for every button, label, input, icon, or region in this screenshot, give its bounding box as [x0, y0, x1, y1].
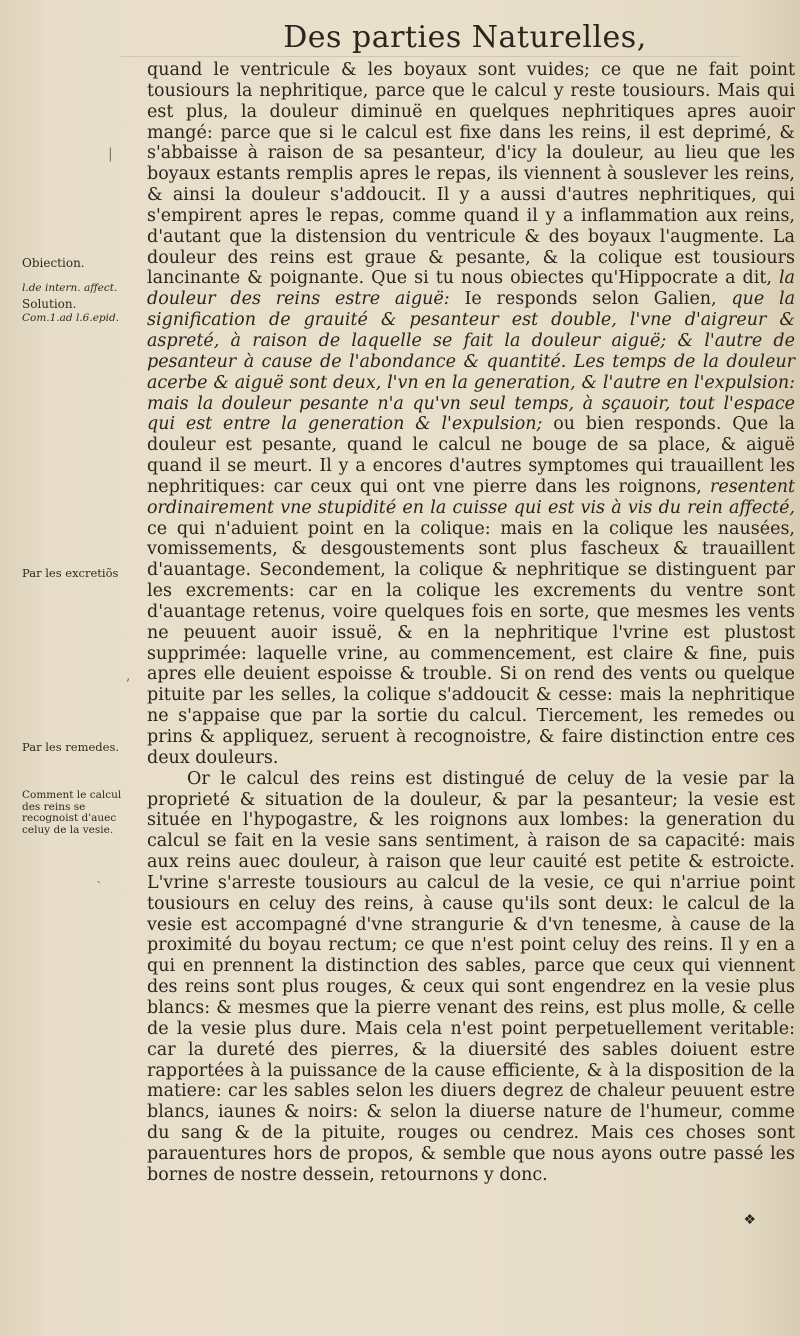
text-run: Ie responds selon Galien,	[464, 289, 717, 310]
margin-note-ref2: Com.1.ad l.6.epid.	[22, 312, 120, 324]
quote-galien: que la signification de grauité & pesanteur est double, l'vne d'aigreur & aspreté, à raison de laquelle se fait la douleur aiguë; & l'autre de pesanteur à cause de l'abondance & quantité. Les temps de la douleur acerbe & aiguë sont deux, l'vn en la generation, & l'autre en l'expulsion: mais la douleur pesante n'a qu'vn seul temps, à sçauoir, tout l'espace qui est entre la generation & l'expulsion;	[147, 289, 796, 435]
quote-hippocrates: la douleur des reins estre aiguë:	[147, 268, 795, 310]
margin-note-ref1: l.de intern. affect.	[22, 282, 118, 294]
margin-mark: ,	[126, 668, 131, 684]
text-run: ou bien responds. Que la douleur est pesante, quand le calcul ne bouge de sa place, & aiguë quand il se meurt. Il y a encores d'autres symptomes qui trauaillent les nephritiques: car ceux qui ont vne pierre dans les roignons,	[147, 414, 795, 497]
paragraph-2: Or le calcul des reins est distingué de celuy de la vesie par la proprieté & situation de la douleur, & par la pesanteur; la vesie est située en l'hypogastre, & les roignons aux lombes: la generation du calcul se fait en la vesie sans sentiment, à raison de sa capacité: mais aux reins auec douleur, à raison que leur cauité est petite & estroicte. L'vrine s'arreste tousiours au calcul de la vesie, ce qui n'arriue point tousiours en celuy des reins, à cause qu'ils sont deux: le calcul de la vesie est accompagné d'vne strangurie & d'vn tenesme, à cause de la proximité du boyau rectum; ce que n'est point celuy des reins. Il y en a qui en prennent la distinction des sables, parce que ceux qui viennent des reins sont plus rouges, & ceux qui sont engendrez en la vesie plus blancs: & mesmes que la pierre venant des reins, est plus molle, & celle de la vesie plus dure. Mais cela n'est point perpetuellement veritable: car la dureté des pierres, & la diuersité des sables doiuent estre rapportées à la puissance de la cause efficiente, & à la disposition de la matiere: car les sables selon les diuers degrez de chaleur peuuent estre blancs, iaunes & noirs: & selon la diuerse nature de l'humeur, comme du sang & de la pituite, rouges ou cendrez. Mais ces choses sont parauentures hors de propos, & semble que nous ayons outre passé les bornes de nostre dessein, retournons y donc.	[147, 768, 795, 1185]
margin-note-comment: Comment le calcul des reins se recognoist d'auec celuy de la vesie.	[22, 789, 122, 836]
quote-symptom: resentent ordinairement vne stupidité en la cuisse qui est vis à vis du rein affecté,	[147, 476, 795, 518]
page-ornament: ❖	[743, 1212, 756, 1228]
margin-mark: |	[108, 146, 113, 162]
margin-note-objection: Obiection.	[22, 256, 85, 270]
running-header	[0, 20, 800, 55]
margin-note-solution: Solution.	[22, 297, 77, 311]
text-run: quand le ventricule & les boyaux sont vuides; ce que ne fait point tousiours la nephritique, parce que le calcul y reste tousiours. Mais qui est plus, la douleur diminuë en quelques nephritiques apres auoir mangé: parce que si le calcul est fixe dans les reins, il est deprimé, & s'abbaisse à raison de sa pesanteur, d'icy la douleur, au lieu que les boyaux estants remplis apres le repas, ils viennent à souslever les reins, & ainsi la douleur s'addoucit. Il y a aussi d'autres nephritiques, qui s'empirent apres le repas, comme quand il y a inflammation aux reins, d'autant que la distension du ventricule & des boyaux l'augmente. La douleur des reins est graue & pesante, & la colique est tousiours lancinante & poignante. Que si tu nous obiectes qu'Hippocrate a dit,	[147, 60, 795, 289]
main-text	[147, 60, 795, 1186]
margin-mark: `	[96, 880, 103, 896]
paragraph-1	[147, 60, 795, 769]
margin-note-excretions: Par les excretiõs	[22, 566, 119, 580]
header-rule	[120, 56, 740, 57]
margin-note-remedes: Par les remedes.	[22, 740, 120, 754]
page-title: Des parties Naturelles,	[283, 20, 647, 55]
text-run: ce qui n'aduient point en la colique: mais en la colique les nausées, vomissements, & desgoustements sont plus fascheux & trauaillent d'auantage. Secondement, la colique & nephritique se distinguent par les excrements: car en la colique les excrements du ventre sont d'auantage retenus, voire quelques fois en sorte, que mesmes les vents ne peuuent auoir issuë, & en la nephritique l'vrine est plustost supprimée: laquelle vrine, au commencement, est claire & fine, puis apres elle deuient espoisse & trouble. Si on rend des vents ou quelque pituite par les selles, la colique s'addoucit & cesse: mais la nephritique ne s'appaise que par la sortie du calcul. Tiercement, les remedes ou prins & appliquez, seruent à recognoistre, & faire distinction entre ces deux douleurs.	[147, 518, 795, 768]
